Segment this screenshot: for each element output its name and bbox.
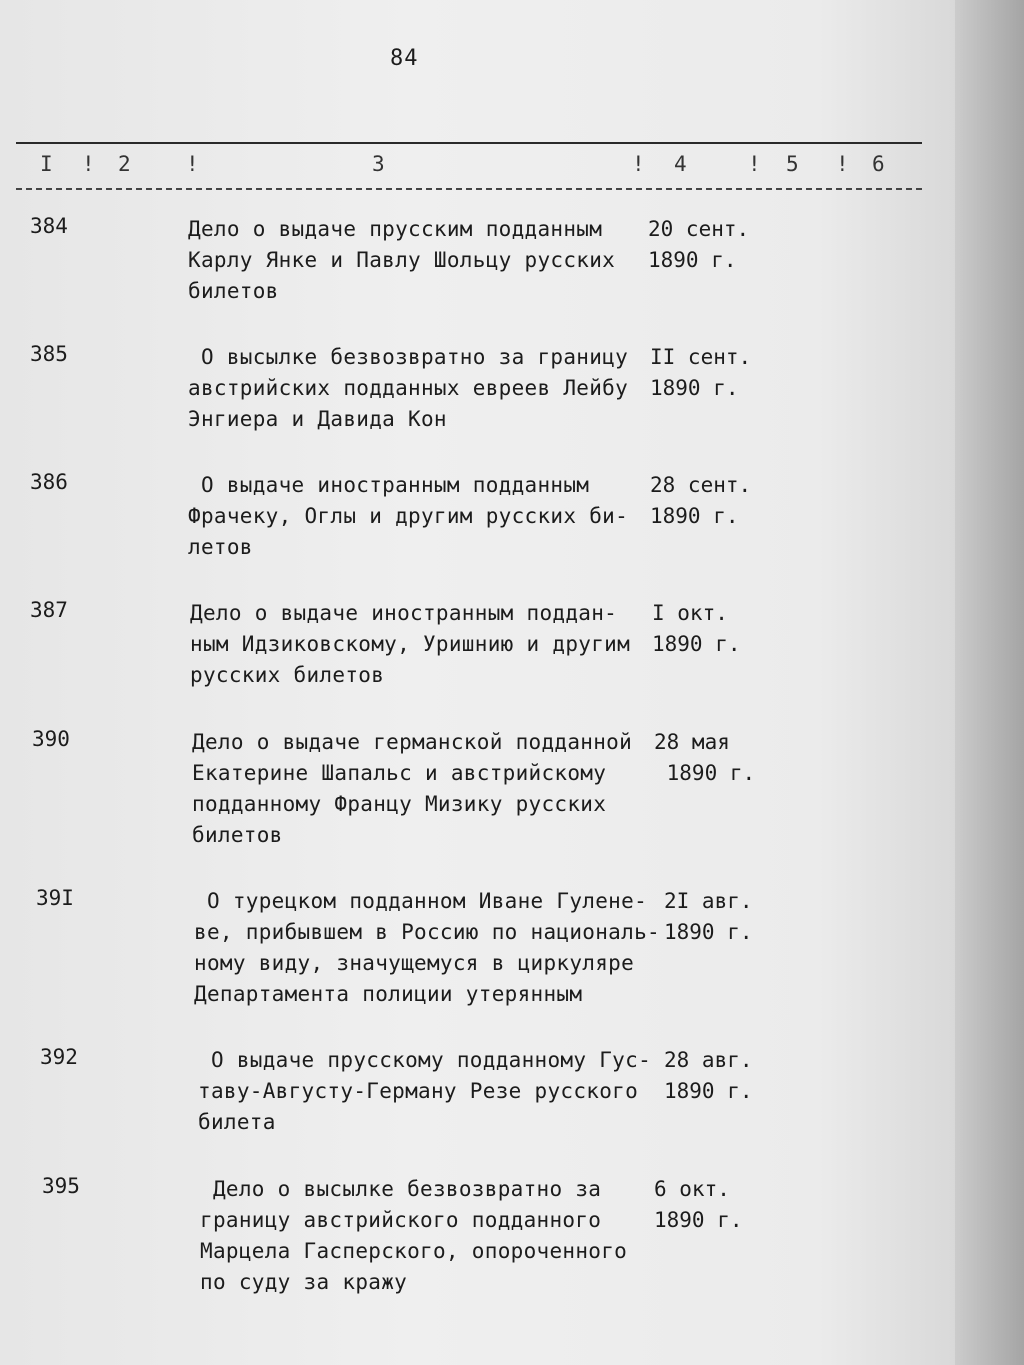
entry-number: 390: [32, 727, 70, 751]
entry-title-line: по суду за кражу: [200, 1270, 408, 1294]
column-header-6: 6: [872, 152, 885, 176]
entry-date-line: 1890 г.: [652, 632, 741, 656]
entry-date-line: 28 мая: [654, 730, 730, 754]
column-separator: !: [748, 152, 761, 176]
entry-date: [654, 1174, 774, 1236]
entry-date-line: II сент.: [650, 345, 752, 369]
entry-date-line: 28 авг.: [664, 1048, 753, 1072]
entry-date: [654, 727, 774, 789]
column-header-1: I: [40, 152, 53, 176]
column-separator: !: [82, 152, 95, 176]
column-separator: !: [186, 152, 199, 176]
entry-date: [650, 342, 770, 404]
entry-title: [188, 214, 658, 307]
column-header-2: 2: [118, 152, 131, 176]
entry-title: [192, 727, 662, 851]
entry-date: [650, 470, 770, 532]
header-top-rule: [16, 142, 922, 144]
entry-number: 387: [30, 598, 68, 622]
column-separator: !: [836, 152, 849, 176]
entry-date: [652, 598, 772, 660]
entry-title-line: таву-Августу-Герману Резе русского: [198, 1079, 639, 1103]
entry-number: 385: [30, 342, 68, 366]
entry-title: [188, 470, 658, 563]
entry-date-line: 1890 г.: [664, 1079, 753, 1103]
entry-number: 386: [30, 470, 68, 494]
entry-title-line: Энгиера и Давида Кон: [188, 407, 447, 431]
entry-number: 384: [30, 214, 68, 238]
entry-title-line: Фрачеку, Оглы и другим русских би-: [188, 504, 629, 528]
column-separator: !: [632, 152, 645, 176]
entry-title-line: русских билетов: [190, 663, 385, 687]
header-bottom-rule: [16, 188, 922, 190]
entry-title-line: билетов: [192, 823, 283, 847]
entry-number: 39I: [36, 886, 74, 910]
entry-title-line: Дело о выдаче иностранным поддан-: [190, 601, 618, 625]
entry-title-line: Дело о выдаче прусским подданным: [188, 217, 603, 241]
column-header-5: 5: [786, 152, 799, 176]
entry-date-line: 1890 г.: [650, 376, 739, 400]
entry-date-line: 20 сент.: [648, 217, 750, 241]
entry-date-line: I окт.: [652, 601, 728, 625]
entry-date-line: 1890 г.: [654, 761, 756, 785]
page-number: 84: [390, 46, 419, 71]
entry-title-line: Марцела Гасперского, опороченного: [200, 1239, 628, 1263]
entry-date-line: 1890 г.: [664, 920, 753, 944]
entry-title-line: Екатерине Шапальс и австрийскому: [192, 761, 607, 785]
entry-date: [648, 214, 768, 276]
entry-title-line: ному виду, значущемуся в циркуляре: [194, 951, 635, 975]
entry-title-line: Департамента полиции утерянным: [194, 982, 583, 1006]
entry-number: 392: [40, 1045, 78, 1069]
entry-title: [194, 886, 664, 1010]
entry-date-line: 2I авг.: [664, 889, 753, 913]
entry-title-line: О выдаче иностранным подданным: [188, 473, 590, 497]
entry-title: [188, 342, 658, 435]
entry-title-line: Дело о выдаче германской подданной: [192, 730, 633, 754]
entry-date-line: 1890 г.: [654, 1208, 743, 1232]
entry-title-line: Дело о высылке безвозвратно за: [200, 1177, 602, 1201]
entry-date: [664, 1045, 784, 1107]
entry-title: [198, 1045, 668, 1138]
entry-title-line: О высылке безвозвратно за границу: [188, 345, 629, 369]
entry-title-line: ным Идзиковскому, Уришнию и другим: [190, 632, 631, 656]
column-header-3: 3: [372, 152, 385, 176]
entry-title-line: границу австрийского подданного: [200, 1208, 602, 1232]
entry-title-line: билетов: [188, 279, 279, 303]
page-edge-shadow: [955, 0, 1024, 1365]
entry-title: [200, 1174, 670, 1298]
entry-title-line: билета: [198, 1110, 276, 1134]
entry-date-line: 1890 г.: [648, 248, 737, 272]
entry-date-line: 28 сент.: [650, 473, 752, 497]
entry-title-line: подданному Францу Мизику русских: [192, 792, 607, 816]
entry-date-line: 6 окт.: [654, 1177, 730, 1201]
entry-title-line: ве, прибывшем в Россию по националь-: [194, 920, 660, 944]
entry-title-line: О выдаче прусскому подданному Гус-: [198, 1048, 652, 1072]
entry-number: 395: [42, 1174, 80, 1198]
entry-title-line: О турецком подданном Иване Гулене-: [194, 889, 648, 913]
entry-date: [664, 886, 784, 948]
entry-date-line: 1890 г.: [650, 504, 739, 528]
entry-title-line: австрийских подданных евреев Лейбу: [188, 376, 629, 400]
entry-title: [190, 598, 660, 691]
entry-title-line: Карлу Янке и Павлу Шольцу русских: [188, 248, 616, 272]
entry-title-line: летов: [188, 535, 253, 559]
column-header-4: 4: [674, 152, 687, 176]
